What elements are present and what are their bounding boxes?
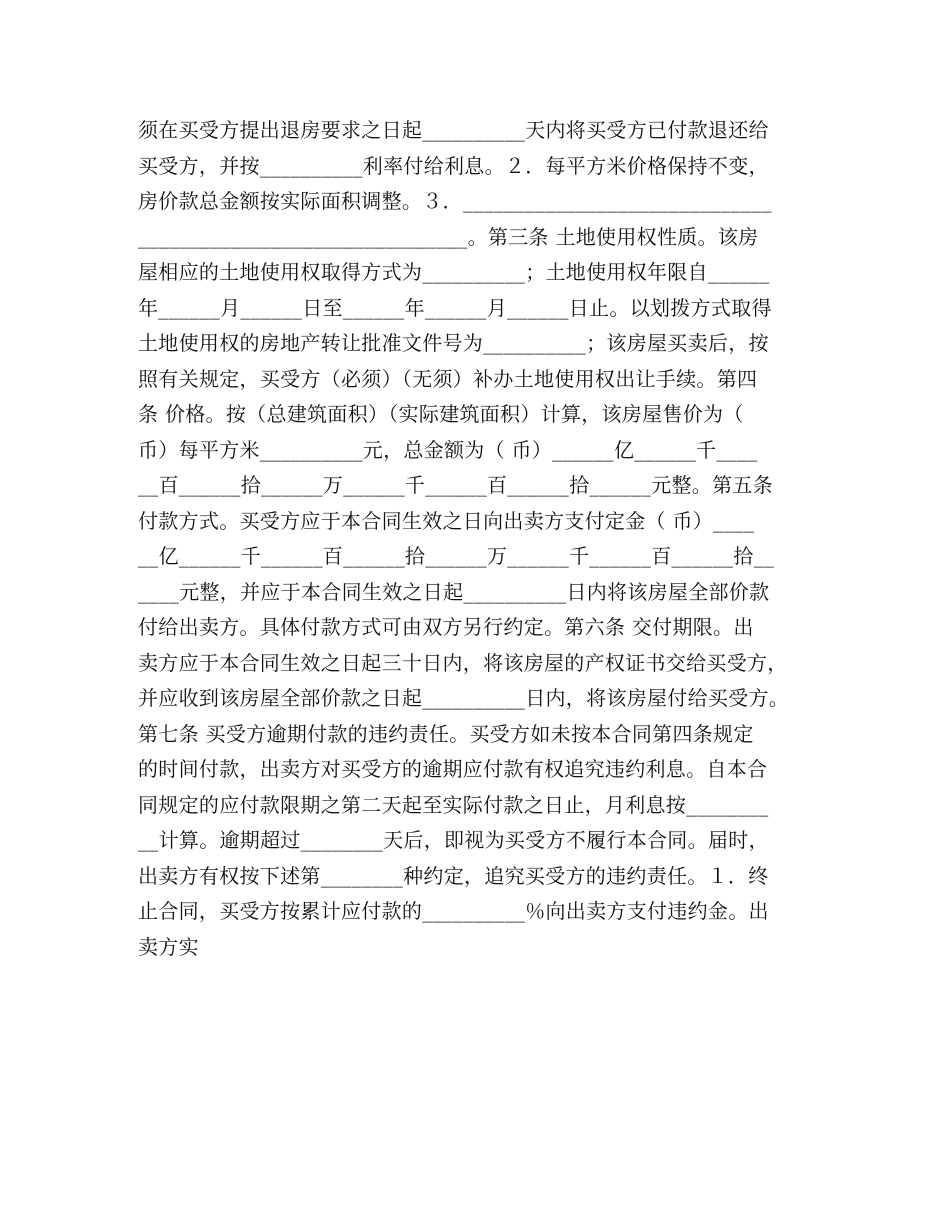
text-line: 付款方式。买受方应于本合同生效之日向出卖方支付定金（ 币）____ <box>138 508 755 533</box>
text-line: 止合同，买受方按累计应付款的__________％向出卖方支付违约金。出 <box>138 899 769 923</box>
text-line: 付给出卖方。具体付款方式可由双方另行约定。第六条 交付期限。出 <box>138 615 754 639</box>
text-line: 条 价格。按（总建筑面积）（实际建筑面积）计算，该房屋售价为（ <box>138 402 744 426</box>
text-line: __计算。逾期超过________天后，即视为买受方不履行本合同。届时， <box>138 828 769 852</box>
text-line: 币）每平方米__________元，总金额为（ 币）______亿______千____ <box>138 437 758 462</box>
contract-text <box>138 113 818 965</box>
text-line: 房价款总金额按实际面积调整。３．______________________________ <box>138 189 772 213</box>
text-line: __亿______千______百______拾______万______千______百______拾__ <box>138 544 775 568</box>
text-line: 年______月______日至______年______月______日止。以划拨方式取得 <box>138 295 772 320</box>
text-line: 卖方实 <box>138 934 199 959</box>
text-line: ________________________________。第三条 土地使用权性质。该房 <box>138 224 759 249</box>
text-line: 第七条 买受方逾期付款的违约责任。买受方如未按本合同第四条规定 <box>138 721 754 746</box>
text-line: 的时间付款，出卖方对买受方的逾期应付款有权追究违约利息。自本合 <box>138 757 768 781</box>
text-line: 买受方，并按__________利率付给利息。２．每平方米价格保持不变， <box>138 153 769 178</box>
text-line: 同规定的应付款限期之第二天起至实际付款之日止，月利息按________ <box>138 792 769 817</box>
text-line: 须在买受方提出退房要求之日起__________天内将买受方已付款退还给 <box>138 118 769 142</box>
text-line: 并应收到该房屋全部价款之日起__________日内，将该房屋付给买受方。 <box>138 686 790 710</box>
text-line: 土地使用权的房地产转让批准文件号为__________；该房屋买卖后，按 <box>138 331 769 355</box>
text-line: __百______拾______万______千______百______拾______元整。第五条 <box>138 473 773 497</box>
text-line: 照有关规定，买受方（必须）（无须）补办土地使用权出让手续。第四 <box>138 366 758 391</box>
text-line: 出卖方有权按下述第________种约定，追究买受方的违约责任。１．终 <box>138 863 769 888</box>
text-line: ____元整，并应于本合同生效之日起__________日内将该房屋全部价款 <box>138 579 770 604</box>
text-line: 屋相应的土地使用权取得方式为__________；土地使用权年限自______ <box>138 260 770 284</box>
text-line: 卖方应于本合同生效之日起三十日内，将该房屋的产权证书交给买受方， <box>138 650 788 675</box>
